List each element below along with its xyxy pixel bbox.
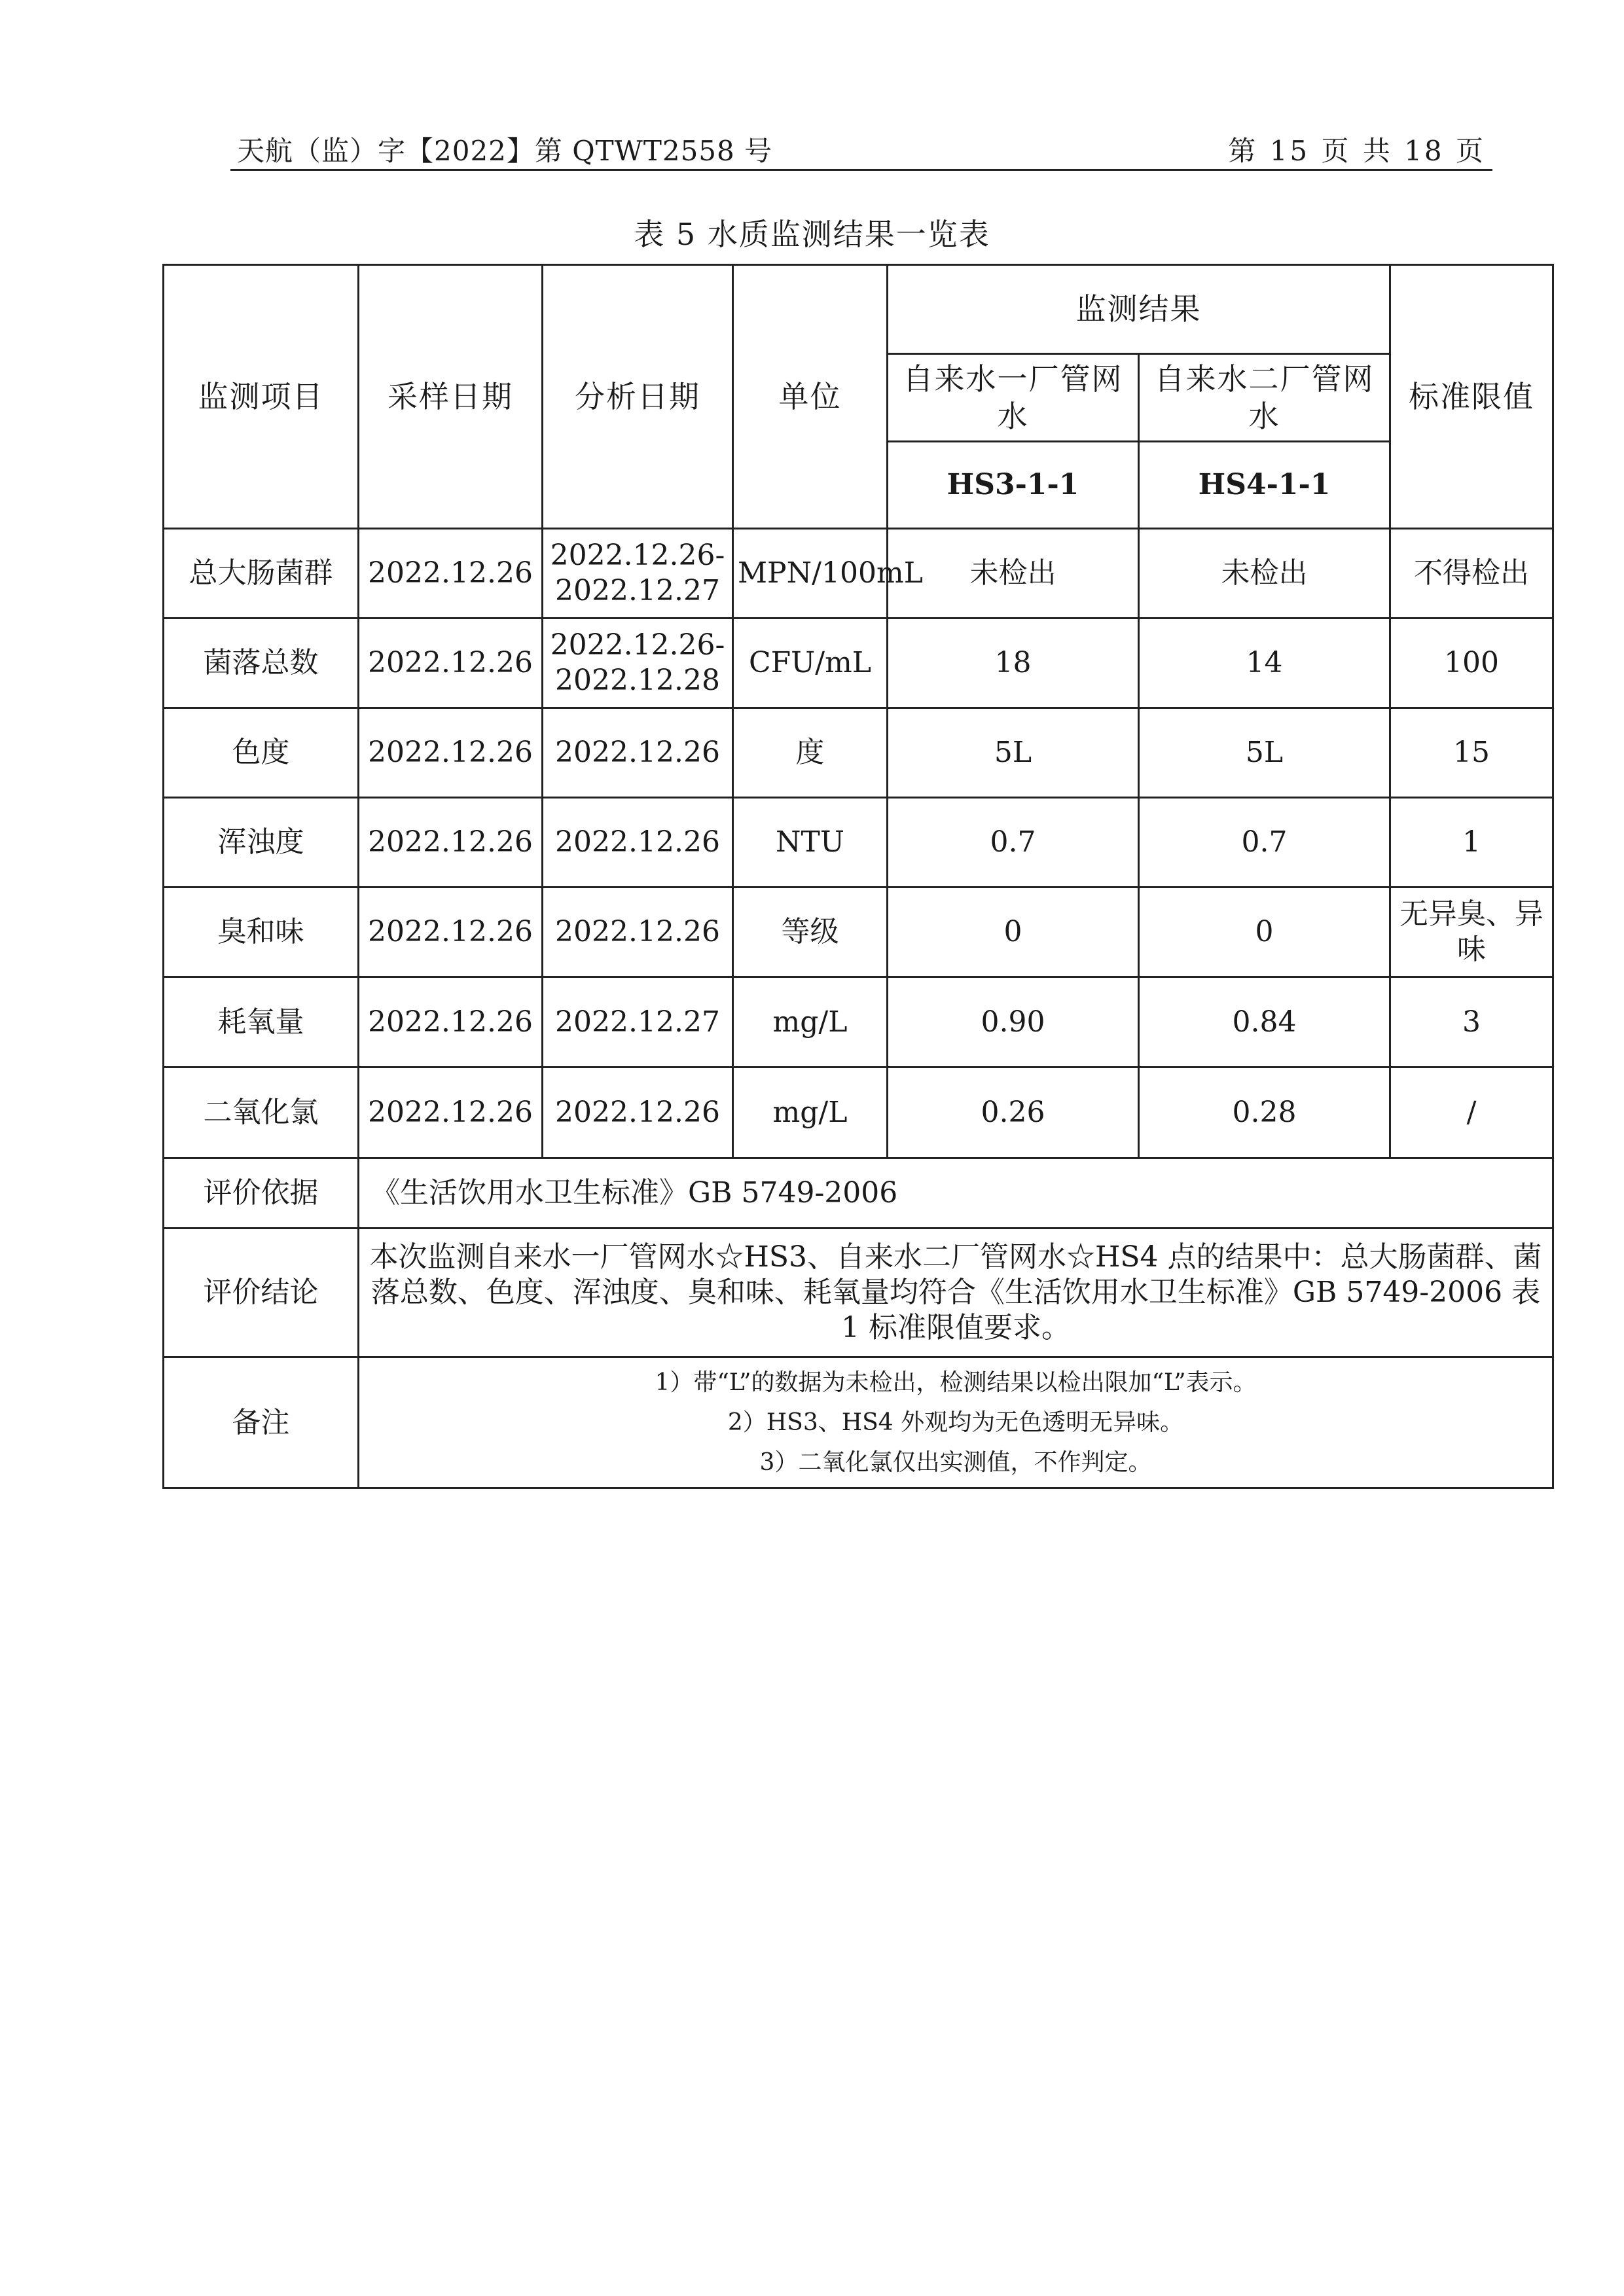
cell-analysis-date: 2022.12.26-2022.12.27 xyxy=(543,529,733,619)
cell-unit: mg/L xyxy=(733,1067,888,1158)
cell-site1-value: 0.90 xyxy=(888,977,1139,1067)
cell-sample-date: 2022.12.26 xyxy=(359,708,543,798)
cell-site2-value: 0 xyxy=(1139,888,1390,977)
cell-item: 色度 xyxy=(164,708,359,798)
note-line: 3）二氧化氯仅出实测值，不作判定。 xyxy=(759,1449,1152,1477)
cell-limit: 1 xyxy=(1390,798,1553,888)
page-header xyxy=(230,123,1492,171)
conclusion-value: 本次监测自来水一厂管网水☆HS3、自来水二厂管网水☆HS4 点的结果中：总大肠菌群、菌落总数、色度、浑浊度、臭和味、耗氧量均符合《生活饮用水卫生标准》GB 5749-2006 表 1 标准限值要求。 xyxy=(359,1229,1553,1357)
cell-site1-value: 5L xyxy=(888,708,1139,798)
cell-analysis-date: 2022.12.26 xyxy=(543,798,733,888)
header-limit: 标准限值 xyxy=(1390,265,1553,529)
cell-sample-date: 2022.12.26 xyxy=(359,619,543,708)
cell-site1-value: 0.26 xyxy=(888,1067,1139,1158)
cell-site2-value: 5L xyxy=(1139,708,1390,798)
header-site2-name: 自来水二厂管网水 xyxy=(1139,354,1390,442)
table-row xyxy=(164,529,1553,619)
cell-unit: 度 xyxy=(733,708,888,798)
header-results: 监测结果 xyxy=(888,265,1390,354)
header-analysis-date: 分析日期 xyxy=(543,265,733,529)
cell-item: 耗氧量 xyxy=(164,977,359,1067)
table-row xyxy=(164,888,1553,977)
cell-site2-value: 14 xyxy=(1139,619,1390,708)
basis-label: 评价依据 xyxy=(164,1158,359,1229)
cell-site1-value: 18 xyxy=(888,619,1139,708)
cell-site2-value: 0.7 xyxy=(1139,798,1390,888)
cell-item: 浑浊度 xyxy=(164,798,359,888)
header-site1-name: 自来水一厂管网水 xyxy=(888,354,1139,442)
cell-limit: 100 xyxy=(1390,619,1553,708)
cell-sample-date: 2022.12.26 xyxy=(359,977,543,1067)
cell-item: 总大肠菌群 xyxy=(164,529,359,619)
cell-site1-value: 0 xyxy=(888,888,1139,977)
cell-analysis-date: 2022.12.26-2022.12.28 xyxy=(543,619,733,708)
cell-analysis-date: 2022.12.26 xyxy=(543,888,733,977)
cell-analysis-date: 2022.12.27 xyxy=(543,977,733,1067)
cell-sample-date: 2022.12.26 xyxy=(359,1067,543,1158)
cell-limit: 3 xyxy=(1390,977,1553,1067)
water-quality-table xyxy=(162,264,1554,1489)
cell-unit: NTU xyxy=(733,798,888,888)
header-site2-code: HS4-1-1 xyxy=(1139,442,1390,529)
cell-item: 菌落总数 xyxy=(164,619,359,708)
table-row xyxy=(164,798,1553,888)
cell-site2-value: 0.28 xyxy=(1139,1067,1390,1158)
table-row xyxy=(164,1067,1553,1158)
cell-limit: 无异臭、异味 xyxy=(1390,888,1553,977)
cell-item: 二氧化氯 xyxy=(164,1067,359,1158)
cell-sample-date: 2022.12.26 xyxy=(359,529,543,619)
header-site1-code: HS3-1-1 xyxy=(888,442,1139,529)
table-row xyxy=(164,619,1553,708)
note-line: 1）带“L”的数据为未检出，检测结果以检出限加“L”表示。 xyxy=(655,1369,1257,1396)
header-item: 监测项目 xyxy=(164,265,359,529)
cell-site1-value: 0.7 xyxy=(888,798,1139,888)
report-number: 天航（监）字【2022】第 QTWT2558 号 xyxy=(237,135,773,167)
cell-unit: MPN/100mL xyxy=(733,529,888,619)
cell-analysis-date: 2022.12.26 xyxy=(543,1067,733,1158)
cell-unit: mg/L xyxy=(733,977,888,1067)
cell-limit: 不得检出 xyxy=(1390,529,1553,619)
note-line: 2）HS3、HS4 外观均为无色透明无异味。 xyxy=(727,1408,1184,1436)
table-row xyxy=(164,708,1553,798)
notes-cell xyxy=(359,1357,1553,1488)
table-row xyxy=(164,977,1553,1067)
cell-item: 臭和味 xyxy=(164,888,359,977)
header-unit: 单位 xyxy=(733,265,888,529)
cell-site1-value: 未检出 xyxy=(888,529,1139,619)
cell-site2-value: 0.84 xyxy=(1139,977,1390,1067)
cell-analysis-date: 2022.12.26 xyxy=(543,708,733,798)
cell-site2-value: 未检出 xyxy=(1139,529,1390,619)
page-info: 第 15 页 共 18 页 xyxy=(1228,135,1486,167)
cell-sample-date: 2022.12.26 xyxy=(359,798,543,888)
table-title: 表 5 水质监测结果一览表 xyxy=(634,217,990,252)
cell-unit: 等级 xyxy=(733,888,888,977)
notes-label: 备注 xyxy=(164,1357,359,1488)
header-sample-date: 采样日期 xyxy=(359,265,543,529)
cell-limit: / xyxy=(1390,1067,1553,1158)
cell-sample-date: 2022.12.26 xyxy=(359,888,543,977)
cell-limit: 15 xyxy=(1390,708,1553,798)
basis-value: 《生活饮用水卫生标准》GB 5749-2006 xyxy=(359,1158,1553,1229)
cell-unit: CFU/mL xyxy=(733,619,888,708)
conclusion-label: 评价结论 xyxy=(164,1229,359,1357)
